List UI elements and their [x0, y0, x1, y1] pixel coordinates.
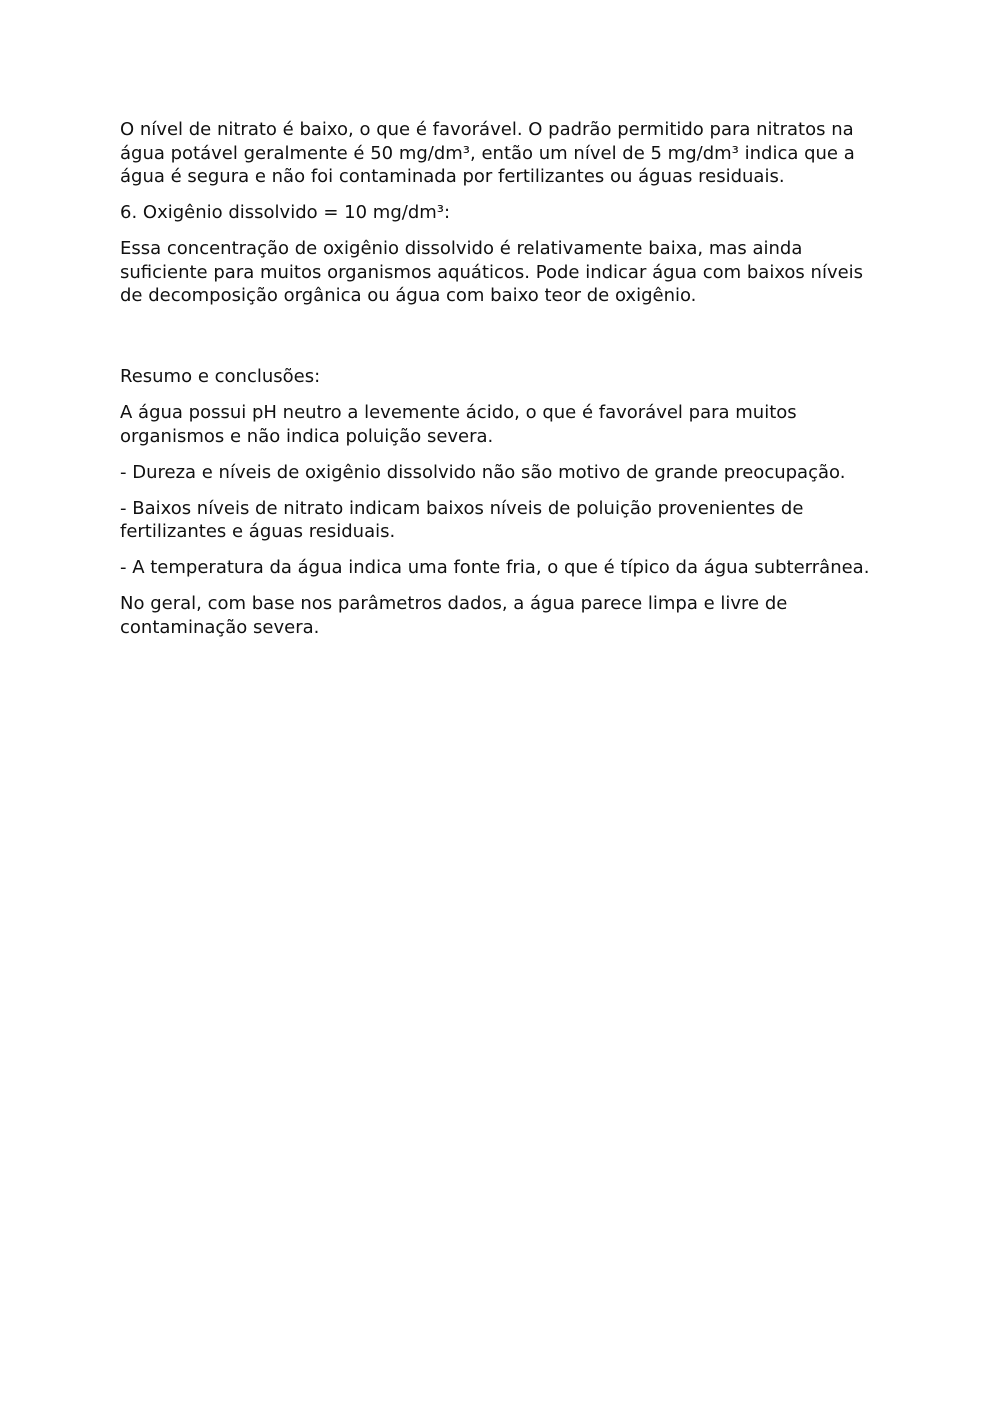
section-spacer [120, 320, 890, 365]
oxygen-heading: 6. Oxigênio dissolvido = 10 mg/dm³: [120, 202, 451, 223]
summary-item-nitrate: - Baixos níveis de nitrato indicam baixos níveis de poluição provenientes de fertilizantes e águas residuais. [120, 497, 804, 542]
document-body [120, 118, 890, 652]
summary-conclusion: No geral, com base nos parâmetros dados, a água parece limpa e livre de contaminação severa. [120, 593, 788, 638]
oxygen-paragraph: Essa concentração de oxigênio dissolvido é relativamente baixa, mas ainda suficiente para muitos organismos aquáticos. Pode indicar água com baixos níveis de decomposição orgânica ou água com baixo teor de oxigênio. [120, 238, 864, 306]
summary-item-hardness: - Dureza e níveis de oxigênio dissolvido não são motivo de grande preocupação. [120, 461, 846, 483]
summary-heading: Resumo e conclusões: [120, 366, 321, 387]
nitrate-paragraph: O nível de nitrato é baixo, o que é favorável. O padrão permitido para nitratos na água potável geralmente é 50 mg/dm³, então um nível de 5 mg/dm³ indica que a água é segura e não foi contaminada por fertilizantes ou águas residuais. [120, 119, 855, 187]
summary-item-temperature: - A temperatura da água indica uma fonte fria, o que é típico da água subterrânea. [120, 557, 870, 578]
summary-paragraph-ph: A água possui pH neutro a levemente ácido, o que é favorável para muitos organismos e não indica poluição severa. [120, 402, 797, 447]
